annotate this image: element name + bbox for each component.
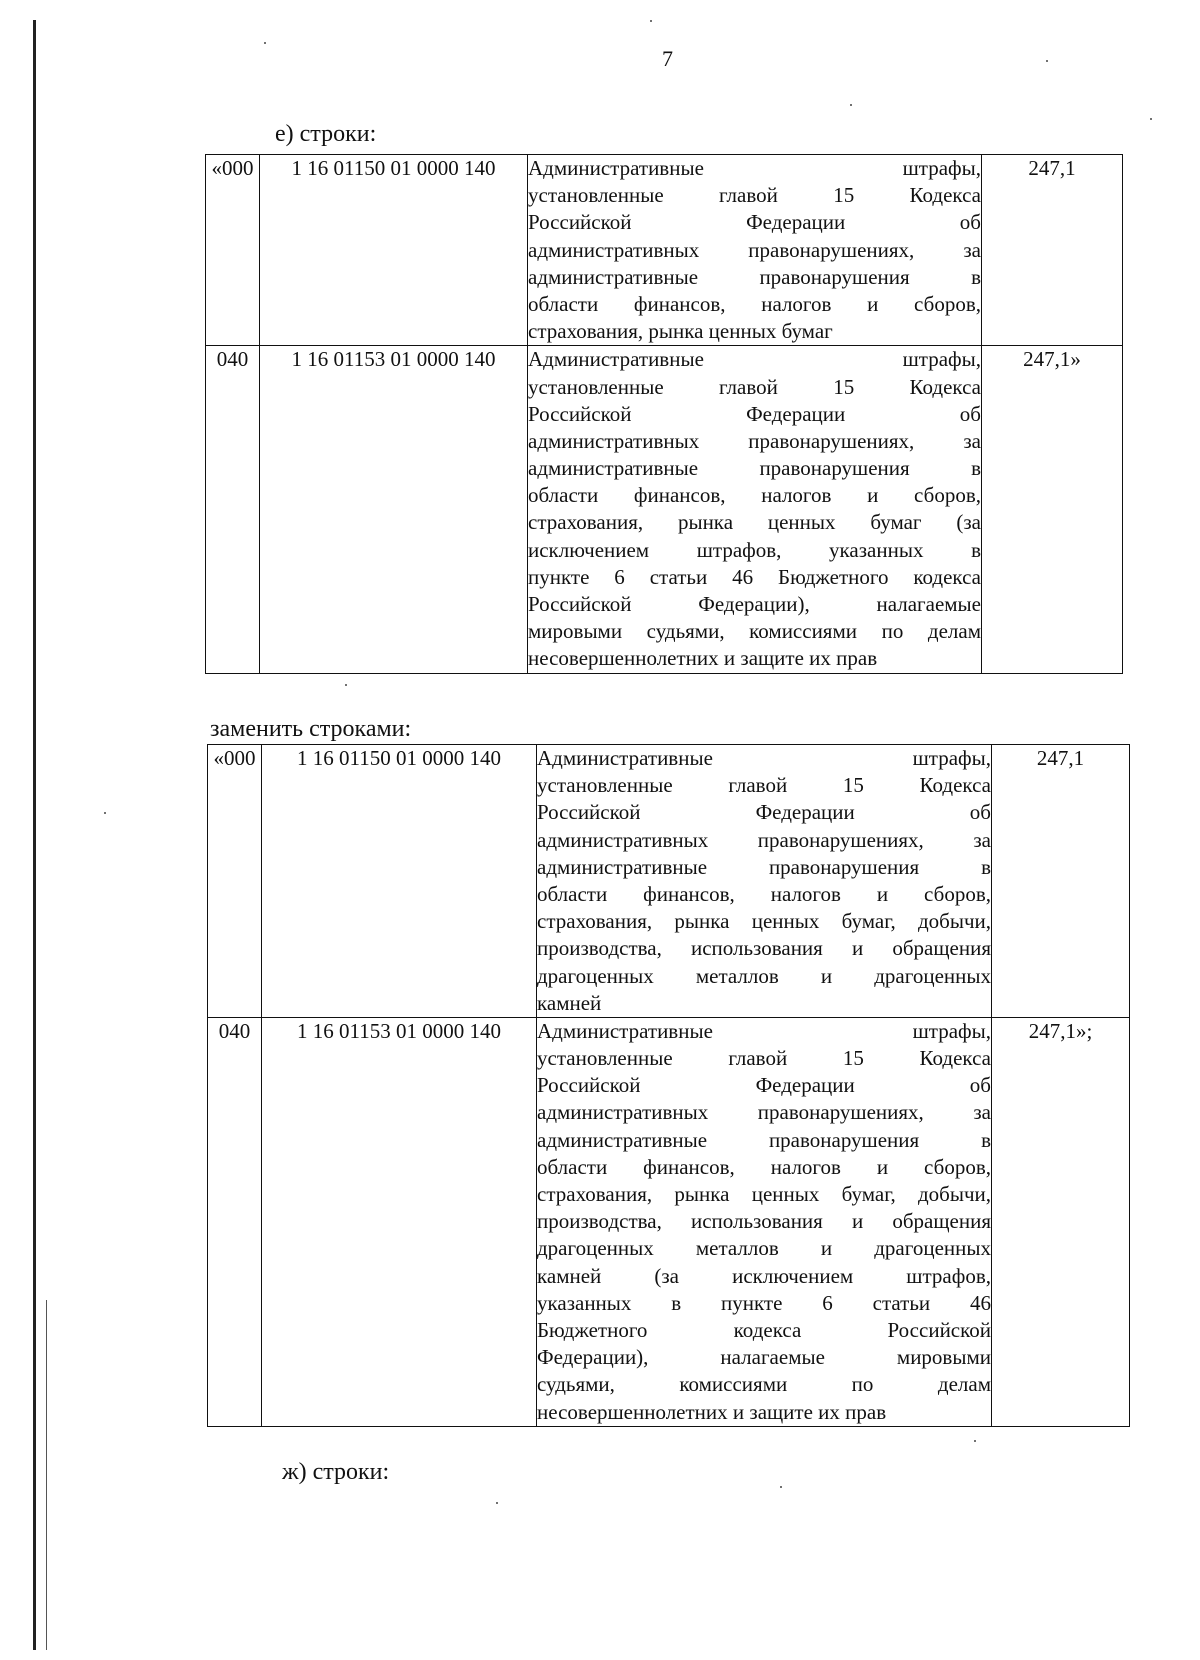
revenue-name-line: административные правонарушения в bbox=[528, 264, 981, 289]
section-zh-heading: ж) строки: bbox=[282, 1459, 390, 1485]
revenue-name-line: Российской Федерации об bbox=[528, 210, 981, 235]
page-binding-edge-shadow bbox=[46, 1300, 47, 1650]
table-row bbox=[206, 346, 1123, 673]
scan-speck bbox=[650, 20, 652, 22]
revenue-name-line: административных правонарушениях, за bbox=[537, 827, 991, 852]
revenue-name-line: области финансов, налогов и сборов, bbox=[528, 291, 981, 316]
replacement-rows-table bbox=[207, 744, 1130, 1427]
revenue-name-line: Российской Федерации), налагаемые bbox=[528, 592, 981, 616]
revenue-name-cell bbox=[537, 1017, 992, 1426]
revenue-name-line: Административные штрафы, bbox=[528, 347, 981, 372]
scan-speck bbox=[104, 812, 106, 814]
amount-cell: 247,1 bbox=[982, 155, 1123, 346]
revenue-name-line: Российской Федерации об bbox=[528, 401, 981, 426]
revenue-name-line: Административные штрафы, bbox=[528, 156, 981, 180]
scan-speck bbox=[850, 104, 852, 106]
section-e-heading: е) строки: bbox=[275, 121, 377, 147]
admin-code-cell: «000 bbox=[208, 745, 262, 1018]
budget-classification-code-cell: 1 16 01150 01 0000 140 bbox=[262, 745, 537, 1018]
original-rows-table bbox=[205, 154, 1123, 674]
scan-speck bbox=[496, 1502, 498, 1504]
budget-classification-code-cell: 1 16 01153 01 0000 140 bbox=[260, 346, 528, 673]
revenue-name-line: страхования, рынка ценных бумаг bbox=[528, 319, 833, 344]
revenue-name-line: страхования, рынка ценных бумаг, добычи, bbox=[537, 909, 991, 934]
revenue-name-line: административных правонарушениях, за bbox=[537, 1100, 991, 1125]
revenue-name-cell bbox=[528, 346, 982, 673]
revenue-name-line: драгоценных металлов и драгоценных bbox=[537, 1236, 991, 1261]
revenue-name-line: страхования, рынка ценных бумаг, добычи, bbox=[537, 1182, 991, 1206]
revenue-name-line: судьями, комиссиями по делам bbox=[537, 1372, 991, 1397]
revenue-name-line: Административные штрафы, bbox=[537, 1018, 991, 1043]
scan-speck bbox=[780, 1486, 782, 1488]
revenue-name-line: камней bbox=[537, 990, 602, 1015]
amount-cell: 247,1» bbox=[982, 346, 1123, 673]
revenue-name-line: несовершеннолетних и защите их прав bbox=[528, 646, 878, 671]
scan-speck bbox=[1150, 118, 1152, 120]
revenue-name-line: пункте 6 статьи 46 Бюджетного кодекса bbox=[528, 564, 981, 589]
revenue-name-line: камней (за исключением штрафов, bbox=[537, 1263, 991, 1288]
revenue-name-line: установленные главой 15 Кодекса bbox=[528, 183, 981, 208]
revenue-name-line: установленные главой 15 Кодекса bbox=[537, 773, 991, 798]
revenue-name-line: области финансов, налогов и сборов, bbox=[528, 483, 981, 508]
table-row bbox=[208, 1017, 1130, 1426]
revenue-name-line: Административные штрафы, bbox=[537, 746, 991, 770]
scan-speck bbox=[1046, 60, 1048, 62]
revenue-name-line: административные правонарушения в bbox=[537, 854, 991, 879]
replace-heading: заменить строками: bbox=[210, 716, 412, 742]
admin-code-cell: «000 bbox=[206, 155, 260, 346]
revenue-name-line: установленные главой 15 Кодекса bbox=[537, 1046, 991, 1071]
revenue-name-line: исключением штрафов, указанных в bbox=[528, 537, 981, 562]
revenue-name-line: Бюджетного кодекса Российской bbox=[537, 1317, 991, 1342]
revenue-name-line: административных правонарушениях, за bbox=[528, 237, 981, 262]
revenue-name-line: производства, использования и обращения bbox=[537, 936, 991, 961]
revenue-name-line: Федерации), налагаемые мировыми bbox=[537, 1345, 991, 1370]
amount-cell: 247,1 bbox=[992, 745, 1130, 1018]
page-binding-edge bbox=[33, 20, 36, 1650]
revenue-name-line: административные правонарушения в bbox=[528, 456, 981, 481]
scan-speck bbox=[345, 684, 347, 686]
scan-speck bbox=[264, 42, 266, 44]
revenue-name-line: области финансов, налогов и сборов, bbox=[537, 1154, 991, 1179]
revenue-name-line: области финансов, налогов и сборов, bbox=[537, 881, 991, 906]
table-row bbox=[208, 745, 1130, 1018]
revenue-name-line: административные правонарушения в bbox=[537, 1127, 991, 1152]
budget-classification-code-cell: 1 16 01153 01 0000 140 bbox=[262, 1017, 537, 1426]
admin-code-cell: 040 bbox=[208, 1017, 262, 1426]
revenue-name-line: указанных в пункте 6 статьи 46 bbox=[537, 1290, 991, 1315]
budget-classification-code-cell: 1 16 01150 01 0000 140 bbox=[260, 155, 528, 346]
revenue-name-cell bbox=[528, 155, 982, 346]
amount-cell: 247,1»; bbox=[992, 1017, 1130, 1426]
revenue-name-line: страхования, рынка ценных бумаг (за bbox=[528, 510, 981, 535]
revenue-name-line: производства, использования и обращения bbox=[537, 1209, 991, 1234]
revenue-name-line: административных правонарушениях, за bbox=[528, 428, 981, 453]
table-row bbox=[206, 155, 1123, 346]
admin-code-cell: 040 bbox=[206, 346, 260, 673]
page-number: 7 bbox=[662, 46, 673, 71]
revenue-name-line: Российской Федерации об bbox=[537, 800, 991, 825]
revenue-name-line: несовершеннолетних и защите их прав bbox=[537, 1399, 887, 1424]
revenue-name-line: Российской Федерации об bbox=[537, 1073, 991, 1098]
revenue-name-line: драгоценных металлов и драгоценных bbox=[537, 963, 991, 988]
revenue-name-line: мировыми судьями, комиссиями по делам bbox=[528, 619, 981, 644]
revenue-name-line: установленные главой 15 Кодекса bbox=[528, 374, 981, 399]
revenue-name-cell bbox=[537, 745, 992, 1018]
scan-speck bbox=[974, 1440, 976, 1442]
